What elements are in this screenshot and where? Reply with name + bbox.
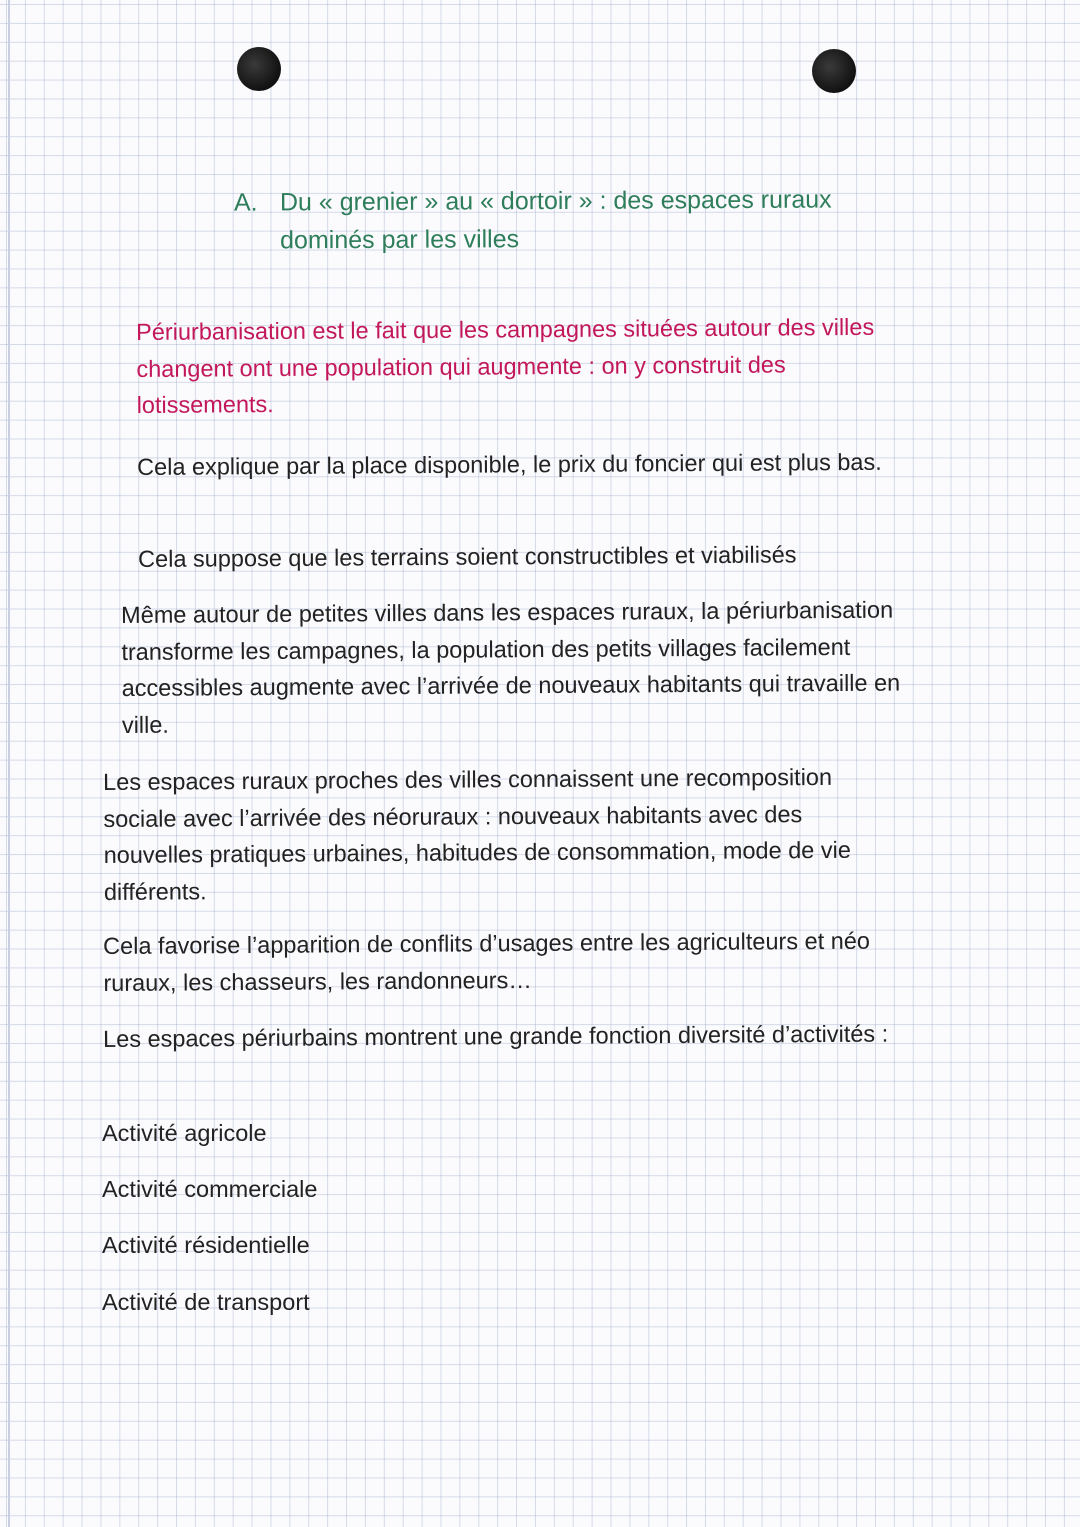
margin-line — [8, 0, 10, 1527]
punch-hole-right — [812, 49, 856, 93]
activity-item: Activité de transport — [102, 1289, 310, 1315]
section-heading-line2: dominés par les villes — [280, 225, 520, 255]
activity-item: Activité agricole — [102, 1120, 267, 1146]
activity-item: Activité résidentielle — [102, 1232, 310, 1258]
section-marker: A. — [233, 188, 258, 217]
section-heading — [234, 180, 874, 259]
recomposition-paragraph: Les espaces ruraux proches des villes connaissent une recomposition sociale avec l’arrivée des néoruraux : nouveaux habitants avec des nouvelles pratiques urbaines, habitudes de consommation, mode de vie différents. — [103, 763, 851, 905]
condition-paragraph: Cela suppose que les terrains soient constructibles et viabilisés — [138, 541, 797, 572]
small-towns-paragraph: Même autour de petites villes dans les espaces ruraux, la périurbanisation transforme les campagnes, la population des petits villages facilement accessibles augmente avec l’arrivée de nouveaux habitants qui travaille en ville. — [121, 596, 901, 738]
section-heading-line1: Du « grenier » au « dortoir » : des espaces ruraux — [279, 185, 832, 217]
conflicts-paragraph: Cela favorise l’apparition de conflits d’usages entre les agriculteurs et néo ruraux, les chasseurs, les randonneurs… — [103, 927, 870, 996]
activity-item: Activité commerciale — [102, 1176, 318, 1202]
diversity-paragraph: Les espaces périurbains montrent une grande fonction diversité d’activités : — [103, 1020, 889, 1052]
explanation-paragraph: Cela explique par la place disponible, le prix du foncier qui est plus bas. — [137, 448, 882, 480]
definition-paragraph: Périurbanisation est le fait que les campagnes situées autour des villes changent ont une population qui augmente : on y construit des lotissements. — [136, 313, 875, 418]
punch-hole-left — [237, 47, 281, 91]
